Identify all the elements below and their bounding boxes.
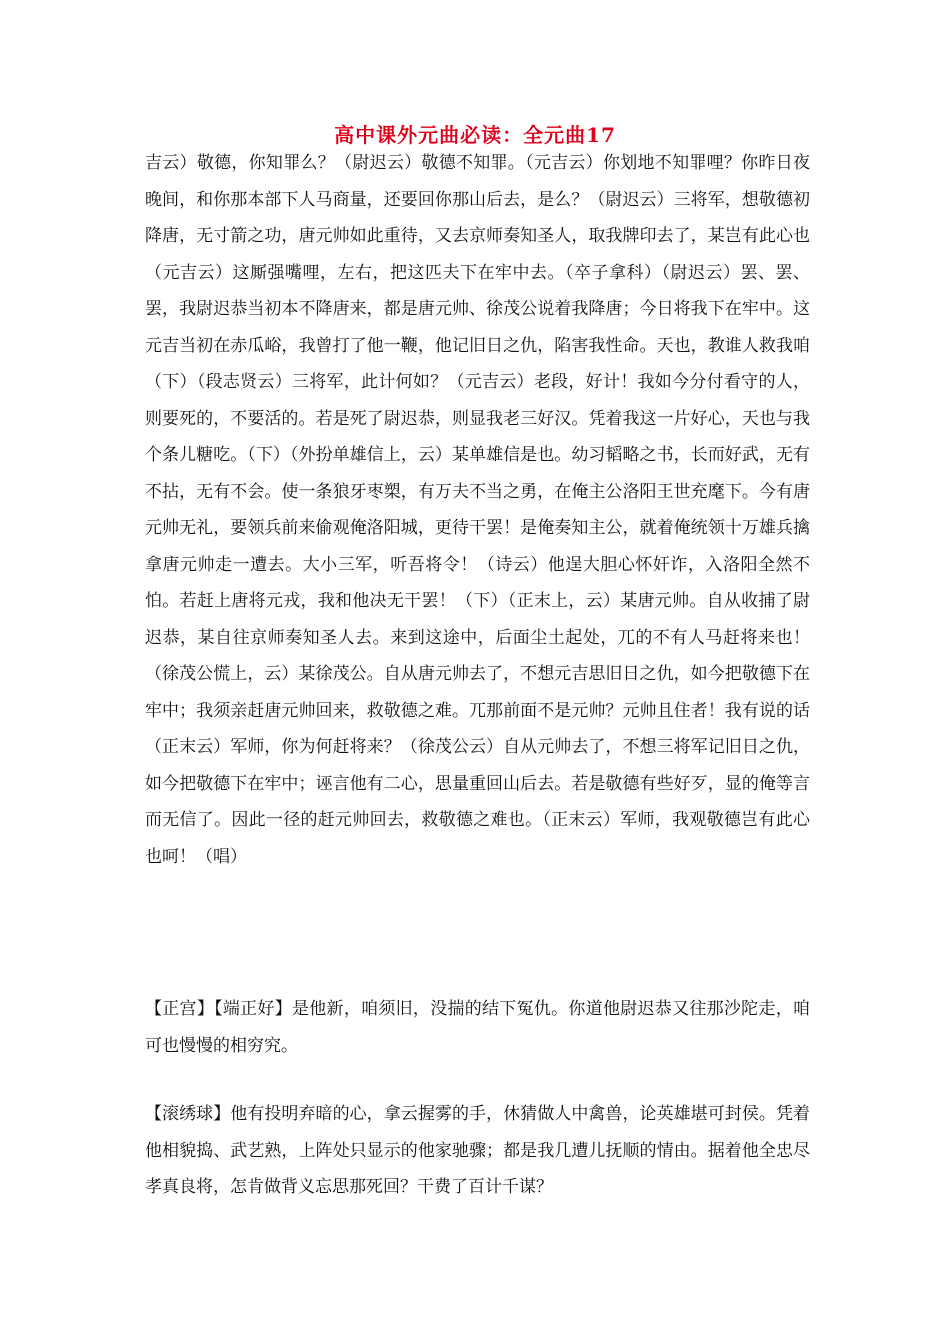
paragraph-block bbox=[145, 1096, 810, 1206]
body-paragraph: 吉云）敬德，你知罪么？（尉迟云）敬德不知罪。（元吉云）你划地不知罪哩？你昨日夜晚间，和你那本部下人马商量，还要回你那山后去，是么？（尉迟云）三将军，想敬德初降唐，无寸箭之功，唐元帅如此重待，又去京师奏知圣人，取我牌印去了，某岂有此心也（元吉云）这厮强嘴哩，左右，把这匹夫下在牢中去。（卒子拿科）（尉迟云）罢、罢、罢，我尉迟恭当初本不降唐来，都是唐元帅、徐茂公说着我降唐；今日将我下在牢中。这元吉当初在赤瓜峪，我曾打了他一鞭，他记旧日之仇，陷害我性命。天也，教谁人救我咱（下）（段志贤云）三将军，此计何如？（元吉云）老段，好计！我如今分付看守的人，则要死的，不要活的。若是死了尉迟恭，则显我老三好汉。凭着我这一片好心，天也与我个条儿糖吃。（下）（外扮单雄信上，云）某单雄信是也。幼习韬略之书，长而好武，无有不拈，无有不会。使一条狼牙枣槊，有万夫不当之勇，在俺主公洛阳王世充麾下。今有唐元帅无礼，要领兵前来偷观俺洛阳城，更待干罢！是俺奏知主公，就着俺统领十万雄兵擒拿唐元帅走一遭去。大小三军，听吾将令！（诗云）他逞大胆心怀奸诈，入洛阳全然不怕。若赶上唐将元戎，我和他决无干罢！（下）（正末上，云）某唐元帅。自从收捕了尉迟恭，某自往京师奏知圣人去。来到这途中，后面尘土起处，兀的不有人马赶将来也！（徐茂公慌上，云）某徐茂公。自从唐元帅去了，不想元吉思旧日之仇，如今把敬德下在牢中；我须亲赶唐元帅回来，救敬德之难。兀那前面不是元帅？元帅且住者！我有说的话（正末云）军师，你为何赶将来？（徐茂公云）自从元帅去了，不想三将军记旧日之仇，如今把敬德下在牢中；诬言他有二心，思量重回山后去。若是敬德有些好歹，显的俺等言而无信了。因此一径的赶元帅回去，救敬德之难也。（正末云）军师，我观敬德岂有此心也呵！（唱） bbox=[145, 153, 810, 867]
body-paragraph: 【滚绣球】他有投明弃暗的心，拿云握雾的手，休猜做人中禽兽，论英雄堪可封侯。凭着他相貌捣、武艺熟，上阵处只显示的他家驰骤；都是我几遭儿抚顺的情由。据着他全忠尽孝真良将，怎肯做背义忘思那死回？干费了百计千谋？ bbox=[145, 1104, 810, 1197]
document-title: 高中课外元曲必读：全元曲17 bbox=[334, 123, 616, 147]
body-paragraph: 【正宫】【端正好】是他新，咱须旧，没揣的结下冤仇。你道他尉迟恭又往那沙陀走，咱可也慢慢的相穷究。 bbox=[145, 999, 810, 1056]
paragraph-block bbox=[145, 145, 810, 875]
paragraph-block bbox=[145, 991, 810, 1064]
